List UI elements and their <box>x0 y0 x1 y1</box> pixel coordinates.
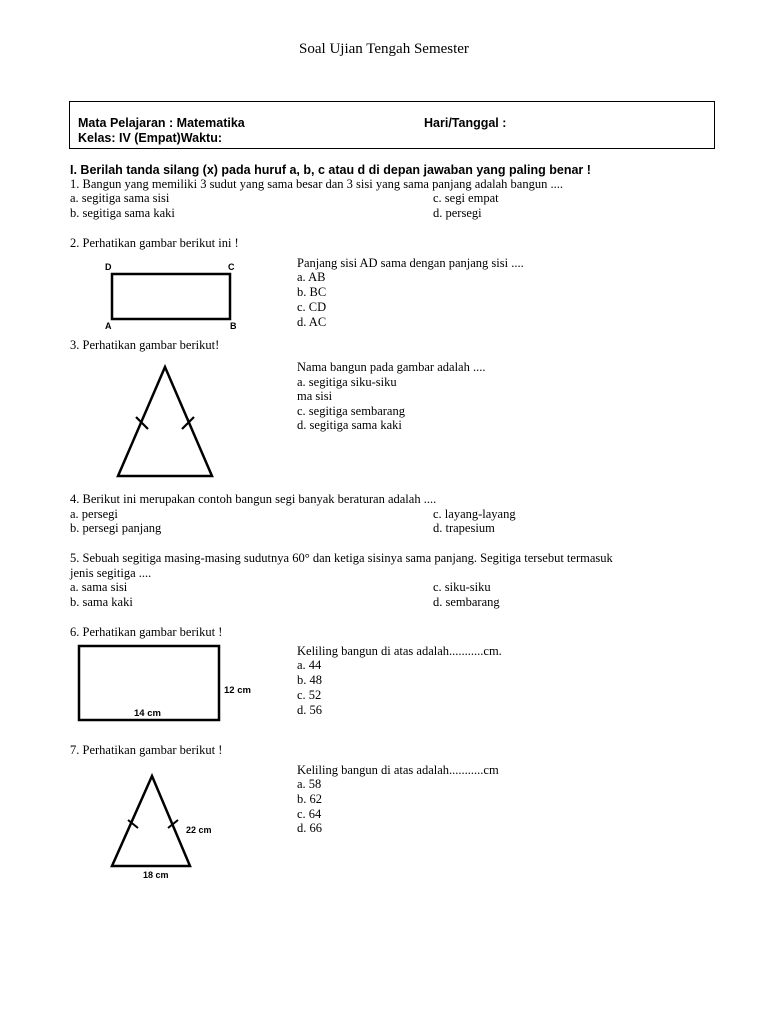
base-label: 18 cm <box>143 870 169 880</box>
side-label: 22 cm <box>186 825 212 835</box>
subject-label: Mata Pelajaran : Matematika <box>78 116 245 130</box>
option-d: d. sembarang <box>433 595 500 609</box>
question-text: 4. Berikut ini merupakan contoh bangun segi banyak beraturan adalah .... <box>70 492 437 506</box>
option-c: c. segitiga sembarang <box>297 404 405 418</box>
date-label: Hari/Tanggal : <box>424 116 507 130</box>
option-a: a. segitiga sama sisi <box>70 191 170 205</box>
instruction: I. Berilah tanda silang (x) pada huruf a, b, c atau d di depan jawaban yang paling benar ! <box>70 163 591 177</box>
header-box <box>69 101 715 149</box>
option-c: c. segi empat <box>433 191 499 205</box>
question-text: 6. Perhatikan gambar berikut ! <box>70 625 223 639</box>
rectangle-abcd-figure <box>100 260 250 335</box>
option-a: a. segitiga siku-siku <box>297 375 397 389</box>
question-prompt: Keliling bangun di atas adalah...........cm <box>297 763 499 777</box>
question-text: 1. Bangun yang memiliki 3 sudut yang sama besar dan 3 sisi yang sama panjang adalah bangun .... <box>70 177 563 191</box>
option-c: c. 64 <box>297 807 322 821</box>
option-d: d. 56 <box>297 703 322 717</box>
option-a: a. 58 <box>297 777 322 791</box>
vertex-label-a: A <box>105 321 112 331</box>
width-label: 14 cm <box>134 708 161 719</box>
option-b: b. 48 <box>297 673 322 687</box>
page-title: Soal Ujian Tengah Semester <box>299 41 469 57</box>
vertex-label-d: D <box>105 262 112 272</box>
question-prompt: Panjang sisi AD sama dengan panjang sisi .... <box>297 256 524 270</box>
option-a: a. persegi <box>70 507 118 521</box>
option-a: a. sama sisi <box>70 580 128 594</box>
class-label: Kelas: IV (Empat)Waktu: <box>78 131 223 145</box>
option-b: b. BC <box>297 285 327 299</box>
question-text: 2. Perhatikan gambar berikut ini ! <box>70 236 239 250</box>
option-c: c. CD <box>297 300 327 314</box>
question-text-line-1: 5. Sebuah segitiga masing-masing sudutnya 60° dan ketiga sisinya sama panjang. Segitiga tersebut termasuk <box>70 551 613 565</box>
question-text: 3. Perhatikan gambar berikut! <box>70 338 220 352</box>
height-label: 12 cm <box>224 685 251 696</box>
option-c: c. siku-siku <box>433 580 491 594</box>
option-d: d. segitiga sama kaki <box>297 418 402 432</box>
vertex-label-b: B <box>230 321 237 331</box>
option-c: c. 52 <box>297 688 322 702</box>
question-prompt: Keliling bangun di atas adalah...........cm. <box>297 644 502 658</box>
option-a: a. AB <box>297 270 326 284</box>
question-prompt: Nama bangun pada gambar adalah .... <box>297 360 486 374</box>
vertex-label-c: C <box>228 262 235 272</box>
option-b: b. persegi panjang <box>70 521 162 535</box>
option-b: b. 62 <box>297 792 322 806</box>
rectangle-14x12-figure <box>78 644 263 726</box>
option-d: d. trapesium <box>433 521 495 535</box>
option-d: d. persegi <box>433 206 482 220</box>
option-d: d. 66 <box>297 821 322 835</box>
option-b: b. segitiga sama kaki <box>70 206 175 220</box>
option-d: d. AC <box>297 315 327 329</box>
isosceles-triangle-figure <box>110 360 220 482</box>
isosceles-triangle-22x18-figure <box>108 768 228 883</box>
option-c: c. layang-layang <box>433 507 516 521</box>
option-b: ma sisi <box>297 389 333 403</box>
option-b: b. sama kaki <box>70 595 133 609</box>
question-text-line-2: jenis segitiga .... <box>70 566 152 580</box>
option-a: a. 44 <box>297 658 322 672</box>
question-text: 7. Perhatikan gambar berikut ! <box>70 743 223 757</box>
